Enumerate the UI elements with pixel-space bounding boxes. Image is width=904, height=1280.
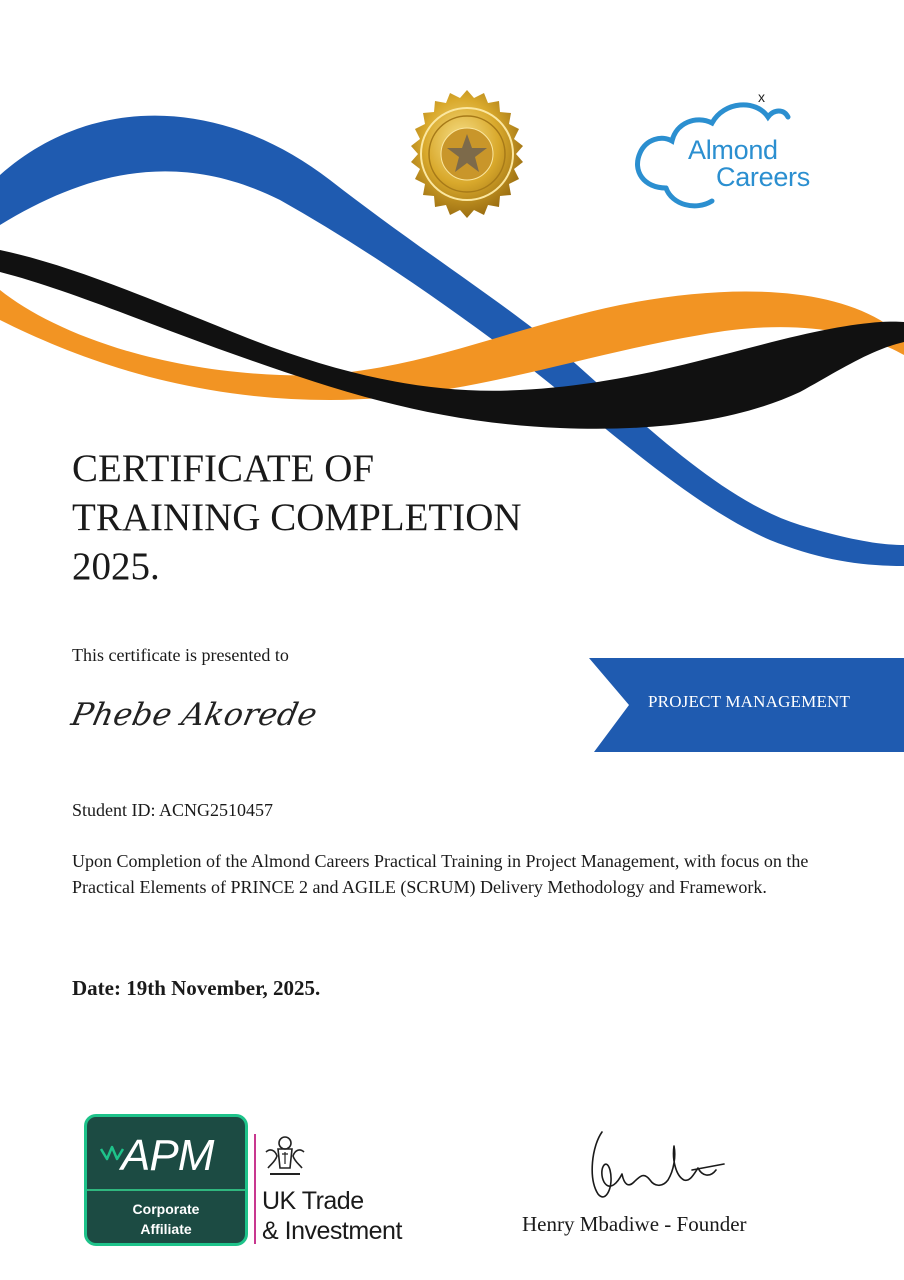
founder-signature <box>584 1126 734 1206</box>
uk-line-2: & Investment <box>262 1217 402 1245</box>
student-name: Phebe Akorede <box>68 697 321 733</box>
uk-divider-bar <box>254 1134 256 1244</box>
title-line-3: 2025. <box>72 545 160 588</box>
brand-line-1: Almond <box>688 135 778 165</box>
apm-sub-line-2: Affiliate <box>140 1221 192 1237</box>
apm-logo-text: APM <box>121 1131 214 1180</box>
royal-crest-icon <box>262 1134 308 1178</box>
uk-line-1: UK Trade <box>262 1187 364 1215</box>
brand-name <box>688 137 810 191</box>
presented-text: This certificate is presented to <box>72 645 289 665</box>
student-id: Student ID: ACNG2510457 <box>72 800 274 820</box>
apm-sub-line-1: Corporate <box>132 1201 200 1217</box>
apm-subtitle <box>87 1199 245 1239</box>
gold-star-seal-icon <box>399 88 535 224</box>
brand-line-2: Careers <box>716 162 810 192</box>
uk-trade-investment-text <box>262 1186 402 1246</box>
title-line-1: CERTIFICATE OF <box>72 447 375 490</box>
title-line-2: TRAINING COMPLETION <box>72 496 522 539</box>
close-mark: x <box>758 89 765 105</box>
certificate-date: Date: 19th November, 2025. <box>72 976 321 1000</box>
apm-divider <box>87 1189 245 1191</box>
certificate-title <box>72 444 522 591</box>
completion-statement: Upon Completion of the Almond Careers Practical Training in Project Management, with focus on the Practical Elements of PRINCE 2 and AGILE (SCRUM) Delivery Methodology and Framework. <box>72 851 809 897</box>
signatory-name: Henry Mbadiwe - Founder <box>522 1212 747 1236</box>
course-label: PROJECT MANAGEMENT <box>648 692 851 711</box>
apm-corporate-affiliate-badge <box>84 1114 248 1246</box>
